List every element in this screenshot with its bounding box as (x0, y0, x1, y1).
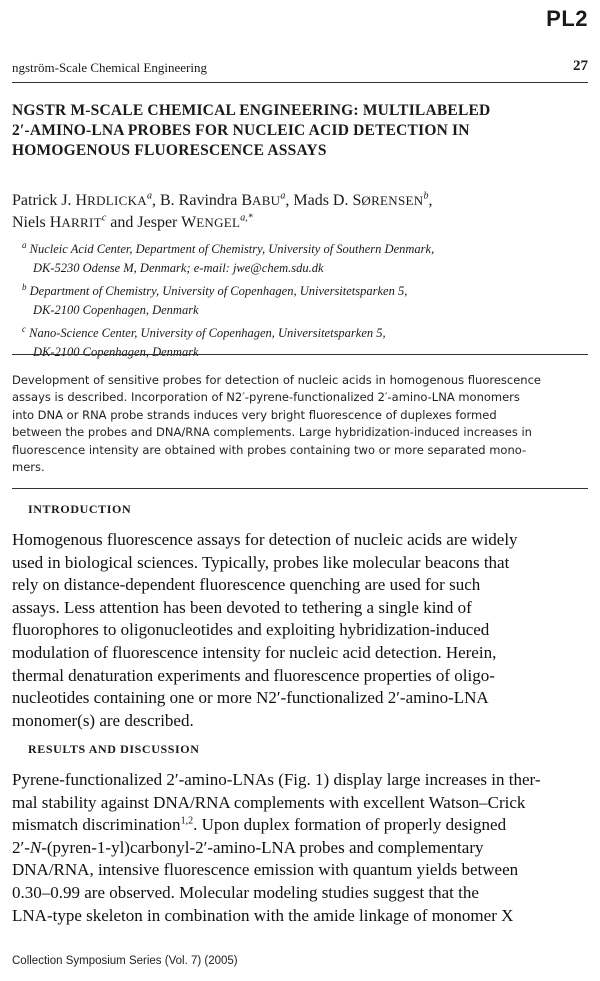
affiliation-mark: c (22, 324, 26, 335)
author-line (12, 212, 588, 234)
body-line: 0.30–0.99 are observed. Molecular modeling studies suggest that the (12, 882, 479, 902)
body-text-fragment: 2′- (12, 837, 30, 857)
title-line: NGSTR M-SCALE CHEMICAL ENGINEERING: MULTILABELED (12, 102, 491, 119)
body-line: fluorophores to oligonucleotides and exploiting hybridization-induced (12, 620, 490, 640)
body-line (12, 814, 588, 837)
abstract-top-rule (12, 354, 588, 355)
page-number: 27 (573, 58, 588, 74)
section-heading-introduction: INTRODUCTION (28, 502, 132, 516)
paper-title (12, 101, 588, 161)
author-list (12, 190, 588, 234)
affiliation-text: Department of Chemistry, University of Copenhagen, Universitetsparken 5, (29, 284, 408, 299)
affiliation-mark: b (423, 190, 429, 202)
author-name: Patrick J. H (12, 192, 88, 209)
affiliation-mark: b (22, 282, 27, 293)
body-line: mal stability against DNA/RNA complements with excellent Watson–Crick (12, 792, 526, 812)
abstract-line: fluorescence intensity are obtained with probes containing two or more separated mono- (12, 442, 527, 457)
body-line: LNA-type skeleton in combination with the amide linkage of monomer X (12, 905, 514, 925)
affiliation-text: Nano-Science Center, University of Copenhagen, Universitetsparken 5, (29, 326, 386, 341)
body-line: rely on distance-dependent fluorescence quenching are used for such (12, 575, 481, 595)
abstract-bottom-rule (12, 488, 588, 489)
body-line: thermal denaturation experiments and fluorescence properties of oligo- (12, 665, 495, 685)
abstract-line: mers. (12, 460, 45, 475)
section-heading-results: RESULTS AND DISCUSSION (28, 742, 200, 756)
paper-badge: PL2 (546, 6, 588, 31)
affiliation-line (22, 343, 588, 362)
author-surname: ABU (252, 193, 281, 208)
abstract (12, 372, 586, 476)
title-line: 2′-AMINO-LNA PROBES FOR NUCLEIC ACID DETECTION IN (12, 122, 470, 139)
running-head-title: ngström-Scale Chemical Engineering (12, 60, 207, 75)
affiliation-text: Nucleic Acid Center, Department of Chemistry, University of Southern Denmark, (29, 242, 435, 257)
author-name: and Jesper W (106, 214, 197, 231)
affiliation-text: DK-5230 Odense M, Denmark; e-mail: jwe@chem.sdu.dk (33, 261, 324, 276)
body-text-fragment: mismatch discrimination (12, 815, 181, 835)
author-name: , B. Ravindra B (152, 192, 252, 209)
header-rule (12, 82, 588, 83)
affiliation-line (22, 320, 588, 343)
author-surname: ARRIT (61, 215, 102, 230)
affiliation-mark: a (280, 190, 286, 202)
author-surname: RDLICKA (87, 193, 147, 208)
author-line (12, 190, 588, 212)
abstract-line: between the probes and DNA/RNA complements. Large hybridization-induced increases in (12, 425, 532, 440)
title-line: HOMOGENOUS FLUORESCENCE ASSAYS (12, 142, 327, 159)
author-surname: ØRENSEN (361, 193, 424, 208)
body-text-fragment: . Upon duplex formation of properly designed (193, 815, 507, 835)
author-name: , Mads D. S (285, 192, 362, 209)
italic-fragment: N (29, 837, 42, 857)
affiliation-mark: a (22, 240, 27, 250)
affiliation-text: DK-2100 Copenhagen, Denmark (33, 345, 199, 360)
abstract-line: into DNA or RNA probe strands induces very bright fluorescence of duplexes formed (12, 407, 497, 422)
affiliation-line (22, 259, 588, 278)
affiliation-line (22, 236, 588, 259)
author-surname: ENGEL (196, 215, 241, 230)
body-line: modulation of fluorescence intensity for nucleic acid detection. Herein, (12, 642, 497, 662)
abstract-line: Development of sensitive probes for detection of nucleic acids in homogenous fluorescence (12, 373, 541, 387)
introduction-body (12, 529, 588, 732)
affiliation-mark: a (147, 190, 152, 202)
body-line (12, 837, 588, 860)
abstract-line: assays is described. Incorporation of N2′-pyrene-functionalized 2′-amino-LNA monomers (12, 390, 520, 405)
body-line: monomer(s) are described. (12, 710, 194, 730)
results-body (12, 769, 588, 927)
affiliation-line (22, 278, 588, 301)
body-text-fragment: -(pyren-1-yl)carbonyl-2′-amino-LNA probes and complementary (41, 837, 484, 857)
affiliation-mark: c (101, 212, 107, 224)
body-line: Pyrene-functionalized 2′-amino-LNAs (Fig. 1) display large increases in ther- (12, 770, 541, 789)
reference-marker: 1,2 (180, 815, 194, 827)
author-separator: , (428, 192, 433, 209)
body-line: DNA/RNA, intensive fluorescence emission with quantum yields between (12, 860, 519, 880)
page-footer: Collection Symposium Series (Vol. 7) (2005) (12, 955, 238, 967)
affiliation-line (22, 301, 588, 320)
body-line: Homogenous fluorescence assays for detection of nucleic acids are widely (12, 530, 518, 549)
body-line: assays. Less attention has been devoted to tethering a single kind of (12, 597, 472, 617)
affiliation-text: DK-2100 Copenhagen, Denmark (33, 303, 199, 318)
affiliations (22, 236, 588, 362)
author-name: Niels H (12, 214, 62, 231)
body-line: nucleotides containing one or more N2′-functionalized 2′-amino-LNA (12, 688, 489, 708)
affiliation-mark: a,* (240, 212, 253, 224)
body-line: used in biological sciences. Typically, probes like molecular beacons that (12, 552, 510, 572)
